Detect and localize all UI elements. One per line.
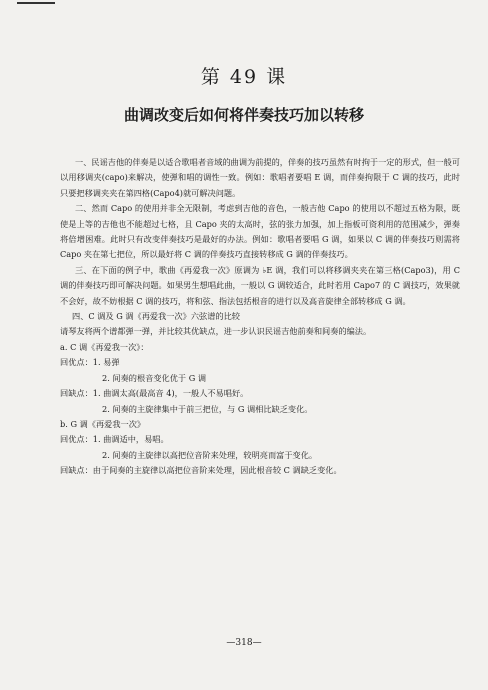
- g-key-pro-1: 回优点：1. 曲调适中，易唱。: [60, 434, 169, 445]
- scan-artifact-mark: [17, 2, 55, 4]
- body-text: [60, 155, 460, 479]
- c-key-con-1: 回缺点：1. 曲调太高(最高音 4̇)，一般人不易唱好。: [60, 388, 249, 399]
- paragraph-1: 一、民谣吉他的伴奏是以适合歌唱者音域的曲调为前提的，伴奏的技巧虽然有时拘于一定的形式，但一般可以用移调夹(capo)来解决，使弹和唱的调性一致。例如：歌唱者要唱 E 调，而伴奏拘限于 C 调的技巧，此时只要把移调夹夹在第四格(Capo4)就可解决问题。: [60, 157, 460, 198]
- paragraph-3: 三、在下面的例子中，歌曲《再爱我一次》原调为 ♭E 调，我们可以将移调夹夹在第三格(Capo3)，用 C 调的伴奏技巧即可解决问题。如果男生想唱此曲，一般以 G 调较适合，此时若用 Capo7 的 C 调技巧，效果就不会好，故不妨根据 C 调的技巧，将和弦、指法包括根音的进行以及高音旋律全部转移成 G 调。: [60, 264, 460, 306]
- page-number: —318—: [226, 638, 262, 648]
- c-key-con-2: 2. 间奏的主旋律集中于前三把位，与 G 调相比缺乏变化。: [102, 403, 313, 414]
- section-4-title: 四、C 调及 G 调《再爱我一次》六弦谱的比较: [72, 311, 240, 322]
- paragraph-2: 二、然而 Capo 的使用并非全无限制，考虑到吉他的音色，一般吉他 Capo 的使用以不超过五格为限，既使是上等的吉他也不能超过七格，且 Capo 夹的太高时，弦的张力加强，加上指板可资利用的范围减少，弹奏将倍增困难。此时只有改变伴奏技巧是最好的办法。例如：歌唱者要唱 G 调，如果以 C 调的伴奏技巧则需将 Capo 夹在第七把位，所以最好将 C 调的伴奏技巧直接转移成 G 调的伴奏技巧。: [60, 203, 460, 260]
- lesson-title: 第 49 课: [200, 66, 288, 88]
- c-key-pro-1: 回优点：1. 易弹: [60, 357, 120, 368]
- g-key-heading: b. G 调《再爱我一次》: [60, 418, 146, 429]
- g-key-pro-2: 2. 间奏的主旋律以高把位音阶来处理，较明亮而富于变化。: [102, 449, 318, 460]
- section-4-intro: 请琴友将两个谱都弹一弹，并比较其优缺点，进一步认识民谣吉他前奏和间奏的编法。: [60, 326, 372, 337]
- c-key-heading: a. C 调《再爱我一次》：: [60, 341, 149, 352]
- g-key-con-1: 回缺点：由于间奏的主旋律以高把位音阶来处理，因此根音较 C 调缺乏变化。: [60, 465, 342, 476]
- c-key-pro-2: 2. 间奏的根音变化优于 G 调: [102, 372, 207, 383]
- chapter-title: 曲调改变后如何将伴奏技巧加以转移: [123, 106, 364, 124]
